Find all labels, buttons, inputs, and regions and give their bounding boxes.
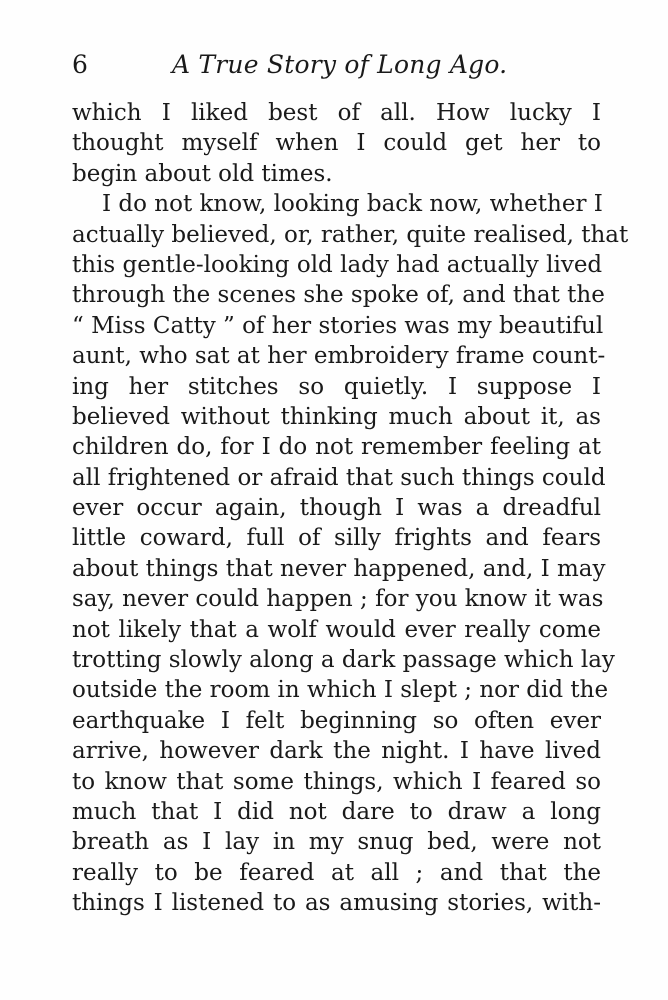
text-line: I do not know, looking back now, whether I — [102, 191, 603, 218]
text-line: to know that some things, which I feared so — [72, 768, 601, 795]
text-line: about things that never happened, and, I may — [72, 555, 606, 582]
running-title: A True Story of Long Ago. — [172, 50, 508, 79]
text-line: much that I did not dare to draw a long — [72, 798, 601, 825]
running-head — [72, 48, 602, 82]
text-line: ever occur again, though I was a dreadful — [72, 495, 601, 522]
text-line: “ Miss Catty ” of her stories was my beautiful — [72, 312, 604, 339]
text-line: believed without thinking much about it, as — [72, 403, 601, 430]
text-line: little coward, full of silly frights and fears — [72, 525, 601, 552]
text-line: trotting slowly along a dark passage which lay — [72, 647, 615, 674]
text-line: children do, for I do not remember feeling at — [72, 434, 601, 461]
text-line: actually believed, or, rather, quite realised, that — [72, 221, 629, 248]
text-line: this gentle-looking old lady had actually lived — [72, 251, 603, 278]
text-line: arrive, however dark the night. I have lived — [72, 738, 601, 765]
page-number: 6 — [72, 50, 88, 79]
text-line: say, never could happen ; for you know it was — [72, 586, 604, 613]
text-line: thought myself when I could get her to — [72, 130, 601, 157]
text-line: not likely that a wolf would ever really come — [72, 616, 601, 643]
text-line: earthquake I felt beginning so often ever — [72, 707, 601, 734]
text-line: things I listened to as amusing stories, with- — [72, 890, 601, 917]
text-line: which I liked best of all. How lucky I — [72, 100, 601, 126]
text-line: through the scenes she spoke of, and that the — [72, 282, 605, 309]
text-line: really to be feared at all ; and that the — [72, 859, 601, 886]
text-line: breath as I lay in my snug bed, were not — [72, 829, 601, 856]
text-line: ing her stitches so quietly. I suppose I — [72, 373, 601, 400]
text-line: begin about old times. — [72, 160, 333, 187]
text-line: aunt, who sat at her embroidery frame count- — [72, 343, 606, 370]
text-line: all frightened or afraid that such things could — [72, 464, 606, 491]
text-line: outside the room in which I slept ; nor did the — [72, 677, 609, 704]
body-text — [72, 98, 629, 919]
